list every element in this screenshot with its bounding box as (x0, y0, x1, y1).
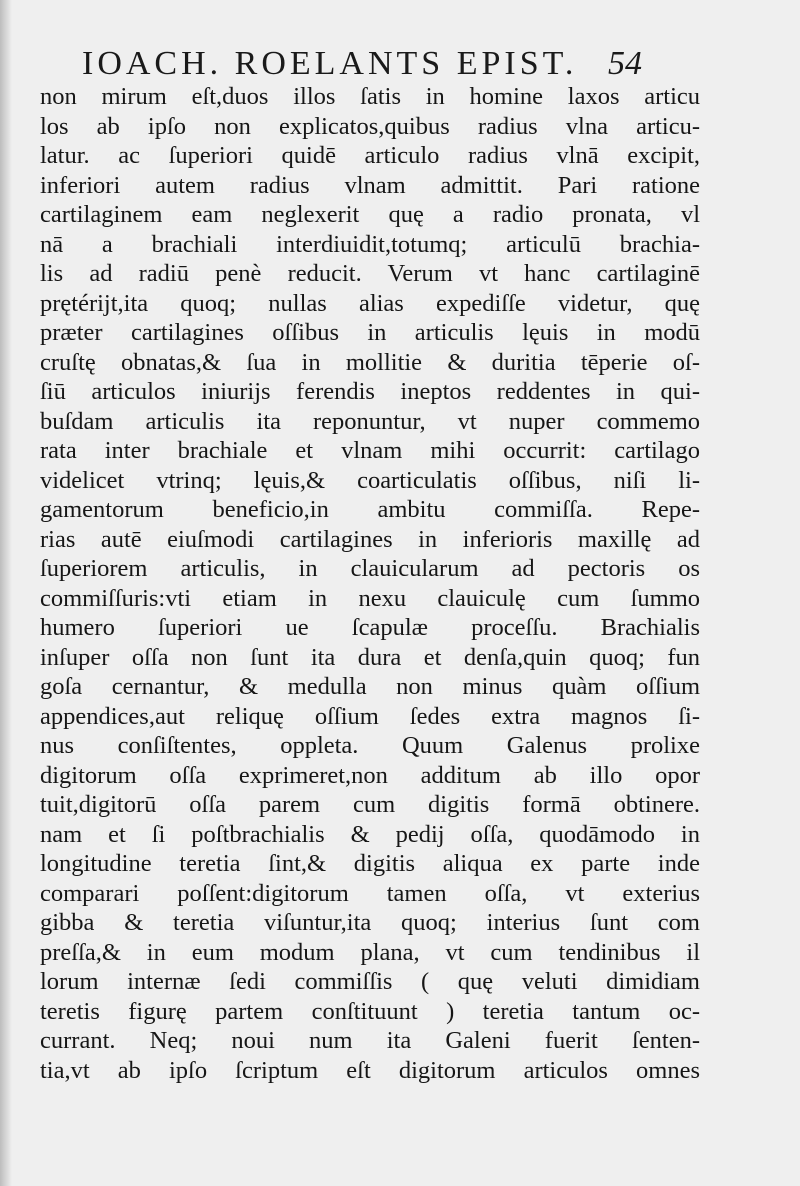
text-line: videlicet vtrinq; lęuis,& coarticulatis oſſibus, niſi li- (40, 466, 700, 494)
text-line: inferiori autem radius vlnam admittit. Pari ratione (40, 171, 700, 199)
text-line: cruſtę obnatas,& ſua in mollitie & duritia tēperie oſ- (40, 348, 700, 376)
text-line: goſa cernantur, & medulla non minus quàm oſſium (40, 673, 700, 700)
text-line: gibba & teretia viſuntur,ita quoq; interius ſunt com (40, 909, 700, 936)
text-line: lis ad radiū penè reducit. Verum vt hanc cartilaginē (40, 260, 700, 287)
text-line: non mirum eſt,duos illos ſatis in homine laxos articu (40, 83, 700, 110)
text-line: nā a brachiali interdiuidit,totumq; articulū brachia- (40, 230, 700, 258)
text-line: comparari poſſent:digitorum tamen oſſa, vt exterius (40, 879, 700, 907)
text-line: præter cartilagines oſſibus in articulis lęuis in modū (40, 319, 700, 346)
page-number: 54 (608, 45, 642, 82)
gutter-shadow (0, 0, 12, 1186)
text-line: cartilaginem eam neglexerit quę a radio pronata, vl (40, 201, 700, 228)
text-line: tuit,digitorū oſſa parem cum digitis formā obtinere. (40, 791, 700, 818)
text-line: gamentorum beneficio,in ambitu commiſſa. Repe- (40, 496, 700, 523)
text-line: rias autē eiuſmodi cartilagines in inferioris maxillę ad (40, 525, 700, 553)
body-text (40, 82, 700, 1085)
text-line: los ab ipſo non explicatos,quibus radius vlna articu- (40, 112, 700, 140)
running-head (0, 30, 800, 80)
text-line: rata inter brachiale et vlnam mihi occurrit: cartilago (40, 437, 700, 464)
text-line: inſuper oſſa non ſunt ita dura et denſa,quin quoq; fun (40, 643, 700, 671)
text-line: humero ſuperiori ue ſcapulæ proceſſu. Brachialis (40, 614, 700, 641)
text-line: currant. Neq; noui num ita Galeni fuerit ſenten- (40, 1027, 700, 1054)
text-line: commiſſuris:vti etiam in nexu clauiculę cum ſummo (40, 584, 700, 612)
text-line: tia,vt ab ipſo ſcriptum eſt digitorum articulos omnes (40, 1056, 700, 1084)
text-line: appendices,aut reliquę oſſium ſedes extra magnos ſi- (40, 702, 700, 730)
text-line: lorum internæ ſedi commiſſis ( quę veluti dimidiam (40, 968, 700, 995)
text-line: prętérijt,ita quoq; nullas alias expediſſe videtur, quę (40, 289, 700, 317)
text-line: digitorum oſſa exprimeret,non additum ab illo opor (40, 761, 700, 789)
text-line: nam et ſi poſtbrachialis & pedij oſſa, quodāmodo in (40, 820, 700, 848)
running-head-title: IOACH. ROELANTS EPIST. (82, 45, 578, 82)
text-line: nus conſiſtentes, oppleta. Quum Galenus prolixe (40, 732, 700, 759)
text-line: longitudine teretia ſint,& digitis aliqua ex parte inde (40, 850, 700, 877)
text-line: preſſa,& in eum modum plana, vt cum tendinibus il (40, 938, 700, 966)
text-line: teretis figurę partem conſtituunt ) teretia tantum oc- (40, 997, 700, 1025)
text-line: latur. ac ſuperiori quidē articulo radius vlnā excipit, (40, 142, 700, 169)
text-line: ſiū articulos iniurijs ferendis ineptos reddentes in qui- (40, 378, 700, 405)
text-line: buſdam articulis ita reponuntur, vt nuper commemo (40, 407, 700, 435)
text-line: ſuperiorem articulis, in clauicularum ad pectoris os (40, 555, 700, 582)
